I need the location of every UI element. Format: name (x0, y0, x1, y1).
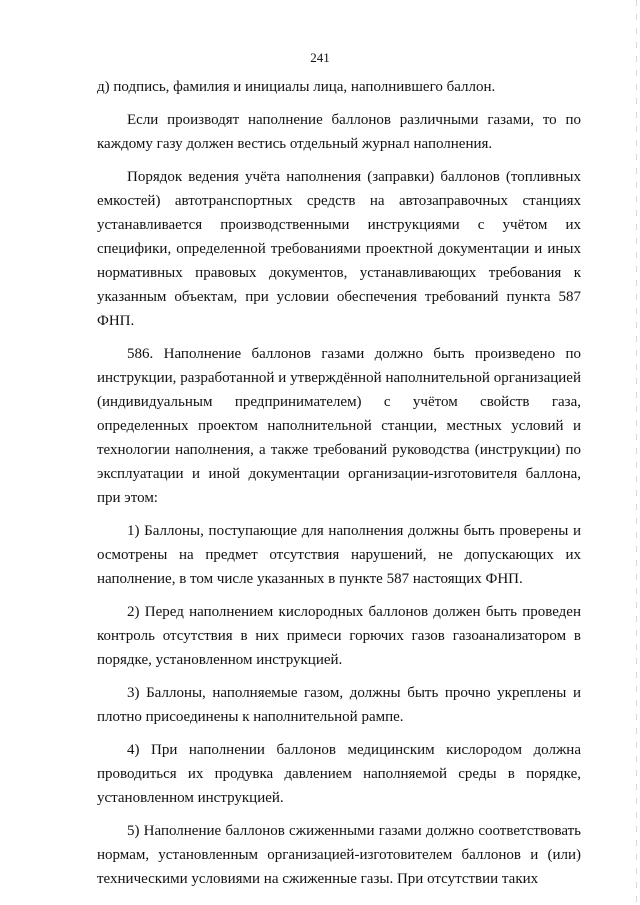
paragraph-subitem-1: 1) Баллоны, поступающие для наполнения должны быть проверены и осмотрены на предмет отсутствия нарушений, не допускающих их наполнение, в том числе указанных в пункте 587 настоящих ФНП. (97, 523, 581, 587)
page-number: 241 (310, 50, 330, 65)
paragraph-subitem-3: 3) Баллоны, наполняемые газом, должны быть прочно укреплены и плотно присоединены к наполнительной рампе. (97, 685, 581, 725)
paragraph-separate-journal: Если производят наполнение баллонов различными газами, то по каждому газу должен вестись отдельный журнал наполнения. (97, 112, 581, 152)
paragraph-gas-station-accounting: Порядок ведения учёта наполнения (заправки) баллонов (топливных емкостей) автотранспортных средств на автозаправочных станциях устанавливается производственными инструкциями с учётом их специфики, определенной требованиями проектной документации и иных нормативных правовых документов, устанавливающих требования к указанным объектам, при условии обеспечения требований пункта 587 ФНП. (97, 169, 581, 329)
paragraph-subitem-4: 4) При наполнении баллонов медицинским кислородом должна проводиться их продувка давлением наполняемой среды в порядке, установленном инструкцией. (97, 742, 581, 806)
paragraph-subitem-5: 5) Наполнение баллонов сжиженными газами должно соответствовать нормам, установленным организацией-изготовителем баллонов и (или) техническими условиями на сжиженные газы. При отсутствии таких (97, 823, 581, 887)
paragraph-item-d: д) подпись, фамилия и инициалы лица, наполнившего баллон. (97, 79, 496, 95)
scan-edge-line (636, 0, 637, 905)
document-body (97, 75, 581, 900)
paragraph-subitem-2: 2) Перед наполнением кислородных баллонов должен быть проведен контроль отсутствия в них примеси горючих газов газоанализатором в порядке, установленном инструкцией. (97, 604, 581, 668)
paragraph-clause-586: 586. Наполнение баллонов газами должно быть произведено по инструкции, разработанной и утверждённой наполнительной организацией (индивидуальным предпринимателем) с учётом свойств газа, определенных проектом наполнительной станции, местных условий и технологии наполнения, а также требований руководства (инструкции) по эксплуатации и иной документации организации-изготовителя баллона, при этом: (97, 346, 581, 506)
